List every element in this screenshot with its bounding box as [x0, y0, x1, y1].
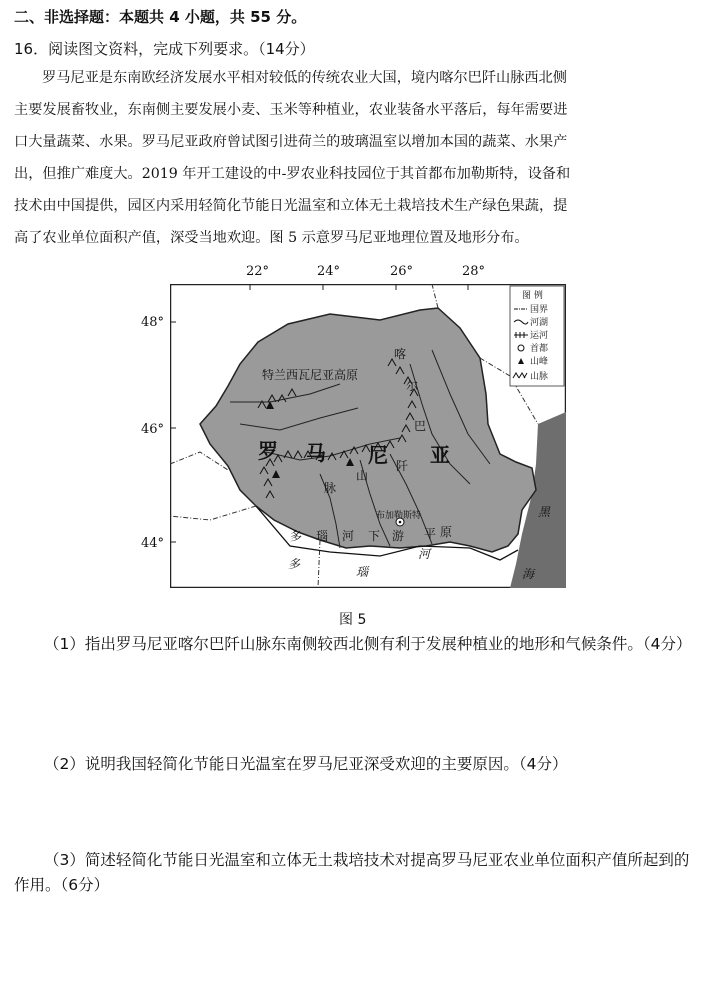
- mountain-label-char: 脉: [324, 481, 337, 495]
- lon-label: 22°: [246, 264, 270, 279]
- river-label-char: 多: [288, 557, 301, 571]
- plain-label-char: 多: [290, 529, 303, 543]
- country-label-char: 亚: [430, 443, 450, 467]
- legend-item: 运河: [530, 331, 549, 341]
- question-1: （1）指出罗马尼亚喀尔巴阡山脉东南侧较西北侧有利于发展种植业的地形和气候条件。（4分）: [44, 635, 692, 653]
- legend-item: 山峰: [530, 357, 549, 367]
- lat-label: 46°: [141, 422, 165, 437]
- question-3: （3）简述轻简化节能日光温室和立体无土栽培技术对提高罗马尼亚农业单位面积产值所起到的作用。（6分）: [14, 851, 690, 894]
- plain-label-char: 平: [424, 527, 437, 541]
- plain-label-char: 瑙: [316, 529, 329, 543]
- capital-icon: [399, 521, 402, 524]
- map-legend: [510, 286, 564, 386]
- mountain-label-char: 喀: [394, 347, 407, 361]
- river-label-char: 瑙: [356, 565, 369, 579]
- passage-line: 出，但推广难度大。2019 年开工建设的中-罗农业科技园位于其首都布加勒斯特，设备和: [14, 166, 571, 182]
- legend-item: 河湖: [530, 318, 549, 328]
- lat-label: 44°: [141, 536, 165, 551]
- country-label-char: 罗: [258, 439, 278, 463]
- lon-label: 28°: [462, 264, 486, 279]
- country-label-char: 马: [306, 441, 326, 465]
- passage-line: 技术由中国提供，园区内采用轻简化节能日光温室和立体无土栽培技术生产绿色果蔬，提: [14, 198, 568, 214]
- passage-line: 高了农业单位面积产值，深受当地欢迎。图 5 示意罗马尼亚地理位置及地形分布。: [14, 230, 529, 246]
- capital-label: 布加勒斯特: [376, 511, 422, 521]
- mountain-label-char: 尔: [406, 379, 419, 393]
- plateau-label: 特兰西瓦尼亚高原: [262, 368, 359, 382]
- mountain-label-char: 山: [356, 469, 369, 483]
- sea-label-char: 黑: [538, 505, 551, 519]
- plain-label-char: 下: [368, 529, 381, 543]
- mountain-label-char: 阡: [396, 459, 409, 473]
- legend-item: 山脉: [530, 372, 549, 382]
- passage-line: 罗马尼亚是东南欧经济发展水平相对较低的传统农业大国，境内喀尔巴阡山脉西北侧: [42, 70, 567, 86]
- plain-label-char: 游: [392, 529, 405, 543]
- plain-label-char: 原: [440, 525, 453, 539]
- question-header: 16．阅读图文资料，完成下列要求。（14分）: [14, 40, 315, 58]
- legend-title: 图 例: [522, 291, 543, 301]
- river-label-char: 河: [418, 547, 431, 561]
- country-label-char: 尼: [368, 443, 388, 467]
- passage-line: 主要发展畜牧业，东南侧主要发展小麦、玉米等种植业，农业装备水平落后，每年需要进: [14, 102, 568, 118]
- legend-capital-icon: [518, 345, 524, 351]
- section-heading: 二、非选择题：本题共 4 小题，共 55 分。: [14, 8, 307, 26]
- question-2: （2）说明我国轻简化节能日光温室在罗马尼亚深受欢迎的主要原因。（4分）: [44, 755, 568, 773]
- legend-item: 首都: [530, 344, 549, 354]
- lat-label: 48°: [141, 315, 165, 330]
- lon-label: 24°: [317, 264, 341, 279]
- mountain-label-char: 巴: [414, 419, 427, 433]
- sea-label-char: 海: [522, 567, 535, 581]
- figure-caption: 图 5: [339, 612, 367, 628]
- passage-line: 口大量蔬菜、水果。罗马尼亚政府曾试图引进荷兰的玻璃温室以增加本国的蔬菜、水果产: [14, 134, 568, 150]
- plain-label-char: 河: [342, 529, 355, 543]
- legend-item: 国界: [530, 305, 549, 315]
- romania-map: [170, 284, 566, 588]
- lon-label: 26°: [390, 264, 414, 279]
